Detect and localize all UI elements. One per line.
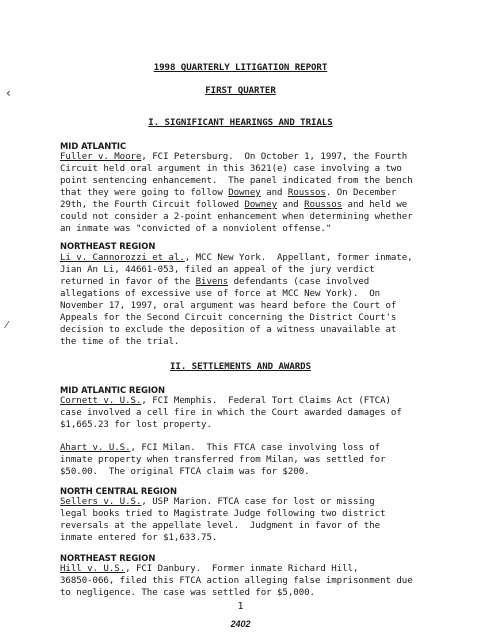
case-text-line: Fuller v. Moore, FCI Petersburg. On October 1, 1997, the Fourth xyxy=(60,152,408,162)
case-citation: Bivens xyxy=(195,277,229,287)
case-name: Li v. Cannorozzi et al. xyxy=(60,253,185,263)
case-text-line: Cornett v. U.S., FCI Memphis. Federal Tort Claims Act (FTCA) xyxy=(60,396,391,406)
case-text-line: Li v. Cannorozzi et al., MCC New York. Appellant, former inmate, xyxy=(60,253,413,263)
case-name: Ahart v. U.S. xyxy=(60,443,131,453)
case-citation: Roussos xyxy=(287,188,326,198)
case-text-line: 29th, the Fourth Circuit followed Downey and Roussos and held we xyxy=(60,200,408,210)
case-citation: Downey xyxy=(228,188,261,198)
case-text-line: an inmate was "convicted of a nonviolent offense." xyxy=(60,224,332,234)
case-text-line: inmate entered for $1,633.75. xyxy=(60,533,218,543)
case-name: Hill v. U.S. xyxy=(60,564,126,574)
case-text-line: legal books tried to Magistrate Judge following two district xyxy=(60,509,386,519)
case-citation: Roussos xyxy=(304,200,343,210)
section-heading-hearings: I. SIGNIFICANT HEARINGS AND TRIALS xyxy=(148,118,333,128)
case-text-line: the time of the trial. xyxy=(60,337,180,347)
case-text-line: case involved a cell fire in which the Court awarded damages of xyxy=(60,408,402,418)
case-citation: Downey xyxy=(244,200,278,210)
case-text-line: Jian An Li, 44661-053, filed an appeal of the jury verdict xyxy=(60,265,375,275)
margin-mark: ‹ xyxy=(6,86,11,100)
case-text-line: Circuit held oral argument in this 3621(e) case involving a two xyxy=(60,164,402,174)
case-text-line: reversals at the appellate level. Judgment in favor of the xyxy=(60,521,381,531)
region-heading: MID ATLANTIC xyxy=(60,141,127,151)
case-text-line: point sentencing enhancement. The panel indicated from the bench xyxy=(60,176,413,186)
case-text-line: that they were going to follow Downey and Roussos. On December xyxy=(60,188,397,198)
case-text-line: Ahart v. U.S., FCI Milan. This FTCA case involving loss of xyxy=(60,443,381,453)
quarter-heading: FIRST QUARTER xyxy=(205,86,276,96)
region-heading: MID ATLANTIC REGION xyxy=(60,385,165,395)
case-text-line: Hill v. U.S., FCI Danbury. Former inmate Richard Hill, xyxy=(60,564,359,574)
case-text-line: Sellers v. U.S., USP Marion. FTCA case for lost or missing xyxy=(60,497,375,507)
case-text-line: $50.00. The original FTCA claim was for $200. xyxy=(60,467,310,477)
region-heading: NORTHEAST REGION xyxy=(60,553,156,563)
case-text-line: Appeals for the Second Circuit concerning the District Court's xyxy=(60,313,397,323)
case-name: Cornett v. U.S. xyxy=(60,396,142,406)
case-text-line: November 17, 1997, oral argument was heard before the Court of xyxy=(60,301,397,311)
case-text-line: to negligence. The case was settled for $5,000. xyxy=(60,588,315,598)
region-heading: NORTHEAST REGION xyxy=(60,241,156,251)
case-text-line: $1,665.23 for lost property. xyxy=(60,420,212,430)
page-number: 1 xyxy=(237,601,244,612)
margin-mark: ⁄ xyxy=(6,320,8,331)
case-text-line: returned in favor of the Bivens defendants (case involved xyxy=(60,277,370,287)
region-heading: NORTH CENTRAL REGION xyxy=(60,486,177,496)
case-text-line: inmate property when transferred from Milan, was settled for xyxy=(60,455,386,465)
case-text-line: allegations of excessive use of force at MCC New York). On xyxy=(60,289,381,299)
case-name: Fuller v. Moore xyxy=(60,152,142,162)
section-heading-settlements: II. SETTLEMENTS AND AWARDS xyxy=(169,362,312,372)
case-text-line: decision to exclude the deposition of a witness unavailable at xyxy=(60,325,397,335)
case-name: Sellers v. U.S. xyxy=(60,497,142,507)
report-title: 1998 QUARTERLY LITIGATION REPORT xyxy=(153,63,328,73)
folio-number: 2402 xyxy=(230,619,251,629)
case-text-line: 36850-066, filed this FTCA action alleging false imprisonment due xyxy=(60,576,413,586)
case-text-line: could not consider a 2-point enhancement when determining whether xyxy=(60,212,413,222)
